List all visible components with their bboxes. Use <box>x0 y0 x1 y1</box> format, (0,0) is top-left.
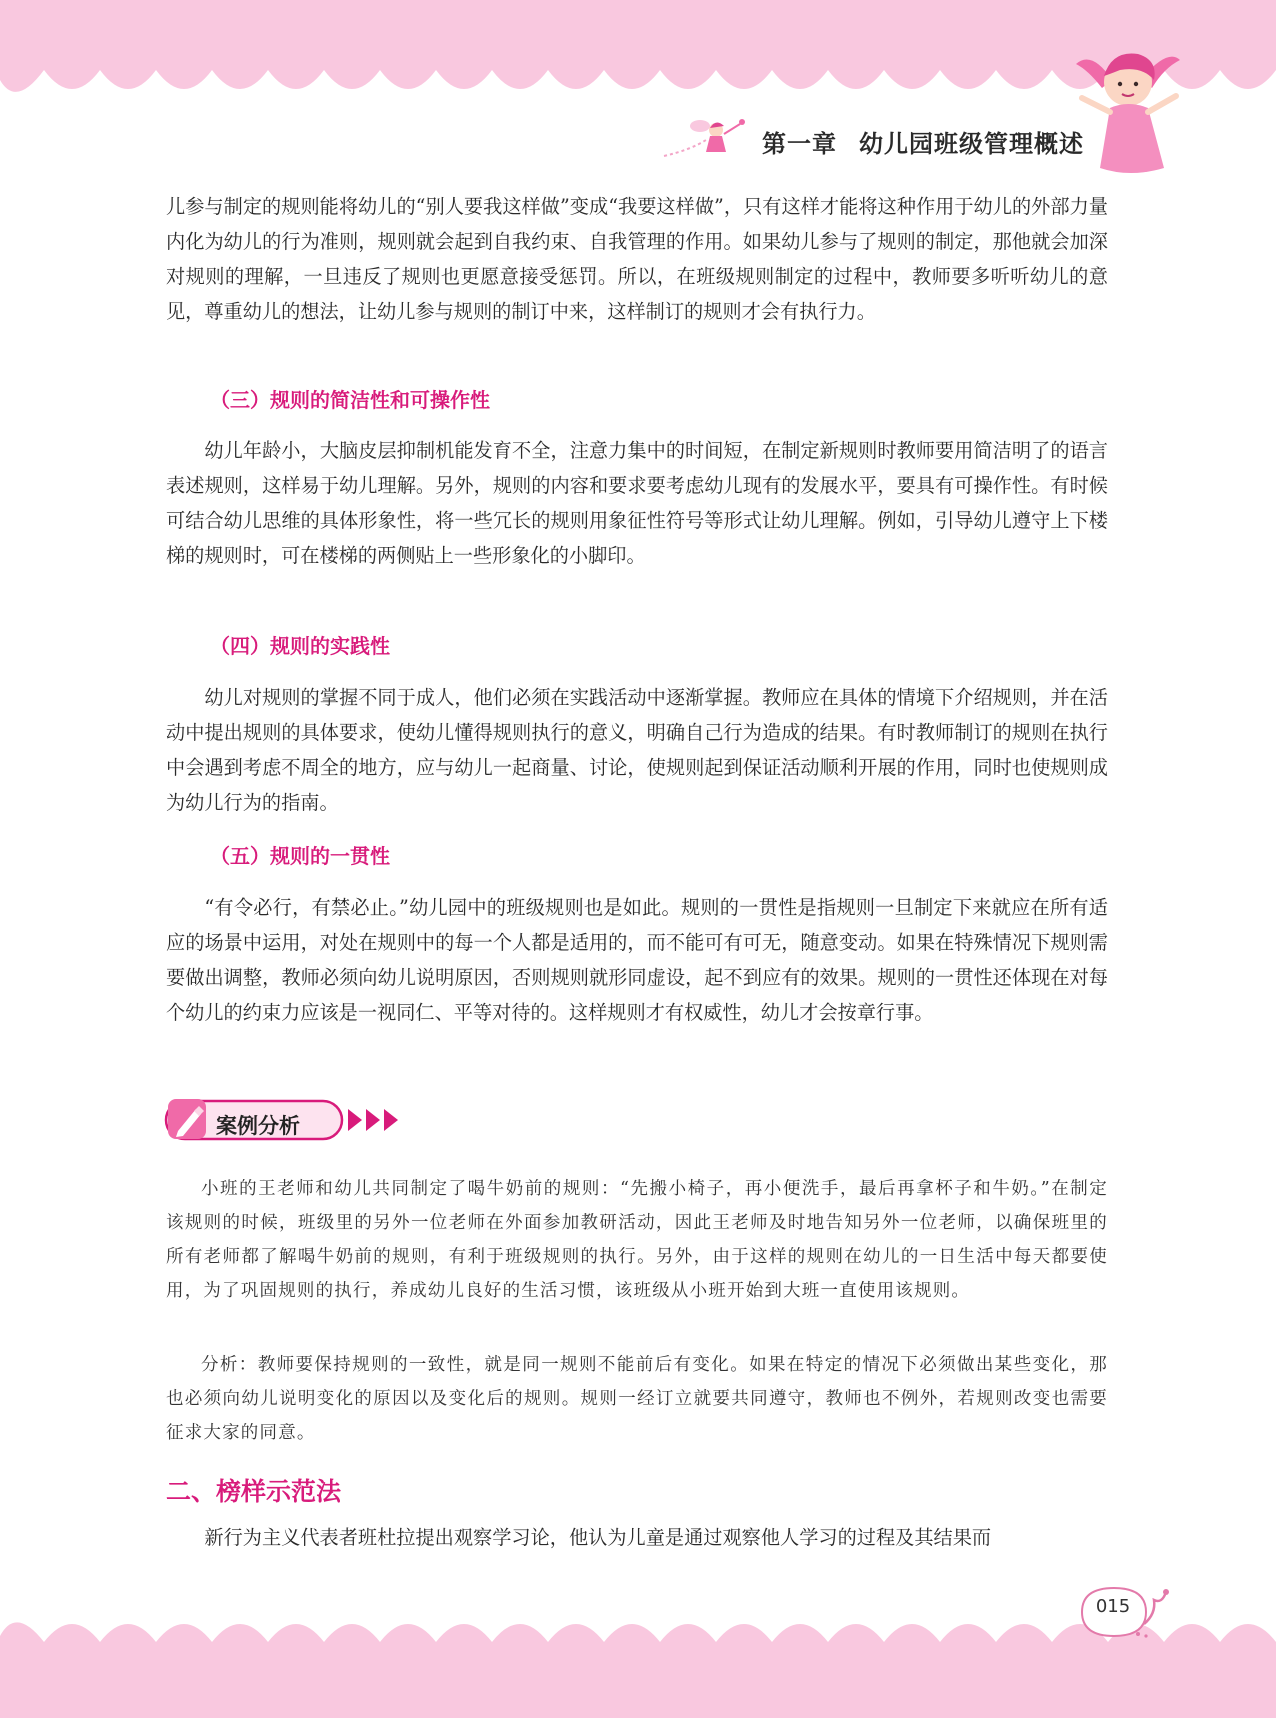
heading-rule-consistency: （五）规则的一贯性 <box>210 844 390 868</box>
paragraph-rule-simplicity: 幼儿年龄小，大脑皮层抑制机能发育不全，注意力集中的时间短，在制定新规则时教师要用简洁明了的语言表述规则，这样易于幼儿理解。另外，规则的内容和要求要考虑幼儿现有的发展水平，要具有可操作性。有时候可结合幼儿思维的具体形象性，将一些冗长的规则用象征性符号等形式让幼儿理解。例如，引导幼儿遵守上下楼梯的规则时，可在楼梯的两侧贴上一些形象化的小脚印。 <box>166 439 1108 567</box>
small-fairy-icon <box>660 106 750 166</box>
case-paragraph-1: 小班的王老师和幼儿共同制定了喝牛奶前的规则：“先搬小椅子，再小便洗手，最后再拿杯子和牛奶。”在制定该规则的时候，班级里的另外一位老师在外面参加教研活动，因此王老师及时地告知另外一位老师，以确保班里的所有老师都了解喝牛奶前的规则，有利于班级规则的执行。另外，由于这样的规则在幼儿的一日生活中每天都要使用，为了巩固规则的执行，养成幼儿良好的生活习惯，该班级从小班开始到大班一直使用该规则。 <box>166 1179 1108 1301</box>
section-two-title: 二、榜样示范法 <box>166 1477 342 1506</box>
paragraph-rule-practice: 幼儿对规则的掌握不同于成人，他们必须在实践活动中逐渐掌握。教师应在具体的情境下介绍规则，并在活动中提出规则的具体要求，使幼儿懂得规则执行的意义，明确自己行为造成的结果。有时教师制订的规则在执行中会遇到考虑不周全的地方，应与幼儿一起商量、讨论，使规则起到保证活动顺利开展的作用，同时也使规则成为幼儿行为的指南。 <box>166 686 1108 814</box>
heading-rule-practice: （四）规则的实践性 <box>210 634 390 658</box>
section-two-paragraph: 新行为主义代表者班杜拉提出观察学习论，他认为儿童是通过观察他人学习的过程及其结果而 <box>204 1526 992 1549</box>
intro-paragraph: 儿参与制定的规则能将幼儿的“别人要我这样做”变成“我要这样做”，只有这样才能将这种作用于幼儿的外部力量内化为幼儿的行为准则，规则就会起到自我约束、自我管理的作用。如果幼儿参与了规则的制定，那他就会加深对规则的理解，一旦违反了规则也更愿意接受惩罚。所以，在班级规则制定的过程中，教师要多听听幼儿的意见，尊重幼儿的想法，让幼儿参与规则的制订中来，这样制订的规则才会有执行力。 <box>166 195 1108 323</box>
chapter-name: 幼儿园班级管理概述 <box>859 130 1084 158</box>
heading-rule-simplicity: （三）规则的简洁性和可操作性 <box>210 388 490 412</box>
page-number: 015 <box>1095 1596 1131 1617</box>
case-analysis-label: 案例分析 <box>216 1114 300 1138</box>
fairy-girl-illustration <box>1072 40 1184 180</box>
chapter-title <box>762 124 1084 159</box>
chapter-label: 第一章 <box>762 130 837 158</box>
paragraph-rule-consistency: “有令必行，有禁必止。”幼儿园中的班级规则也是如此。规则的一贯性是指规则一旦制定下来就应在所有适应的场景中运用，对处在规则中的每一个人都是适用的，而不能可有可无，随意变动。如果在特殊情况下规则需要做出调整，教师必须向幼儿说明原因，否则规则就形同虚设，起不到应有的效果。规则的一贯性还体现在对每个幼儿的约束力应该是一视同仁、平等对待的。这样规则才有权威性，幼儿才会按章行事。 <box>166 896 1108 1024</box>
case-paragraph-2: 分析：教师要保持规则的一致性，就是同一规则不能前后有变化。如果在特定的情况下必须做出某些变化，那也必须向幼儿说明变化的原因以及变化后的规则。规则一经订立就要共同遵守，教师也不例外，若规则改变也需要征求大家的同意。 <box>166 1355 1108 1443</box>
